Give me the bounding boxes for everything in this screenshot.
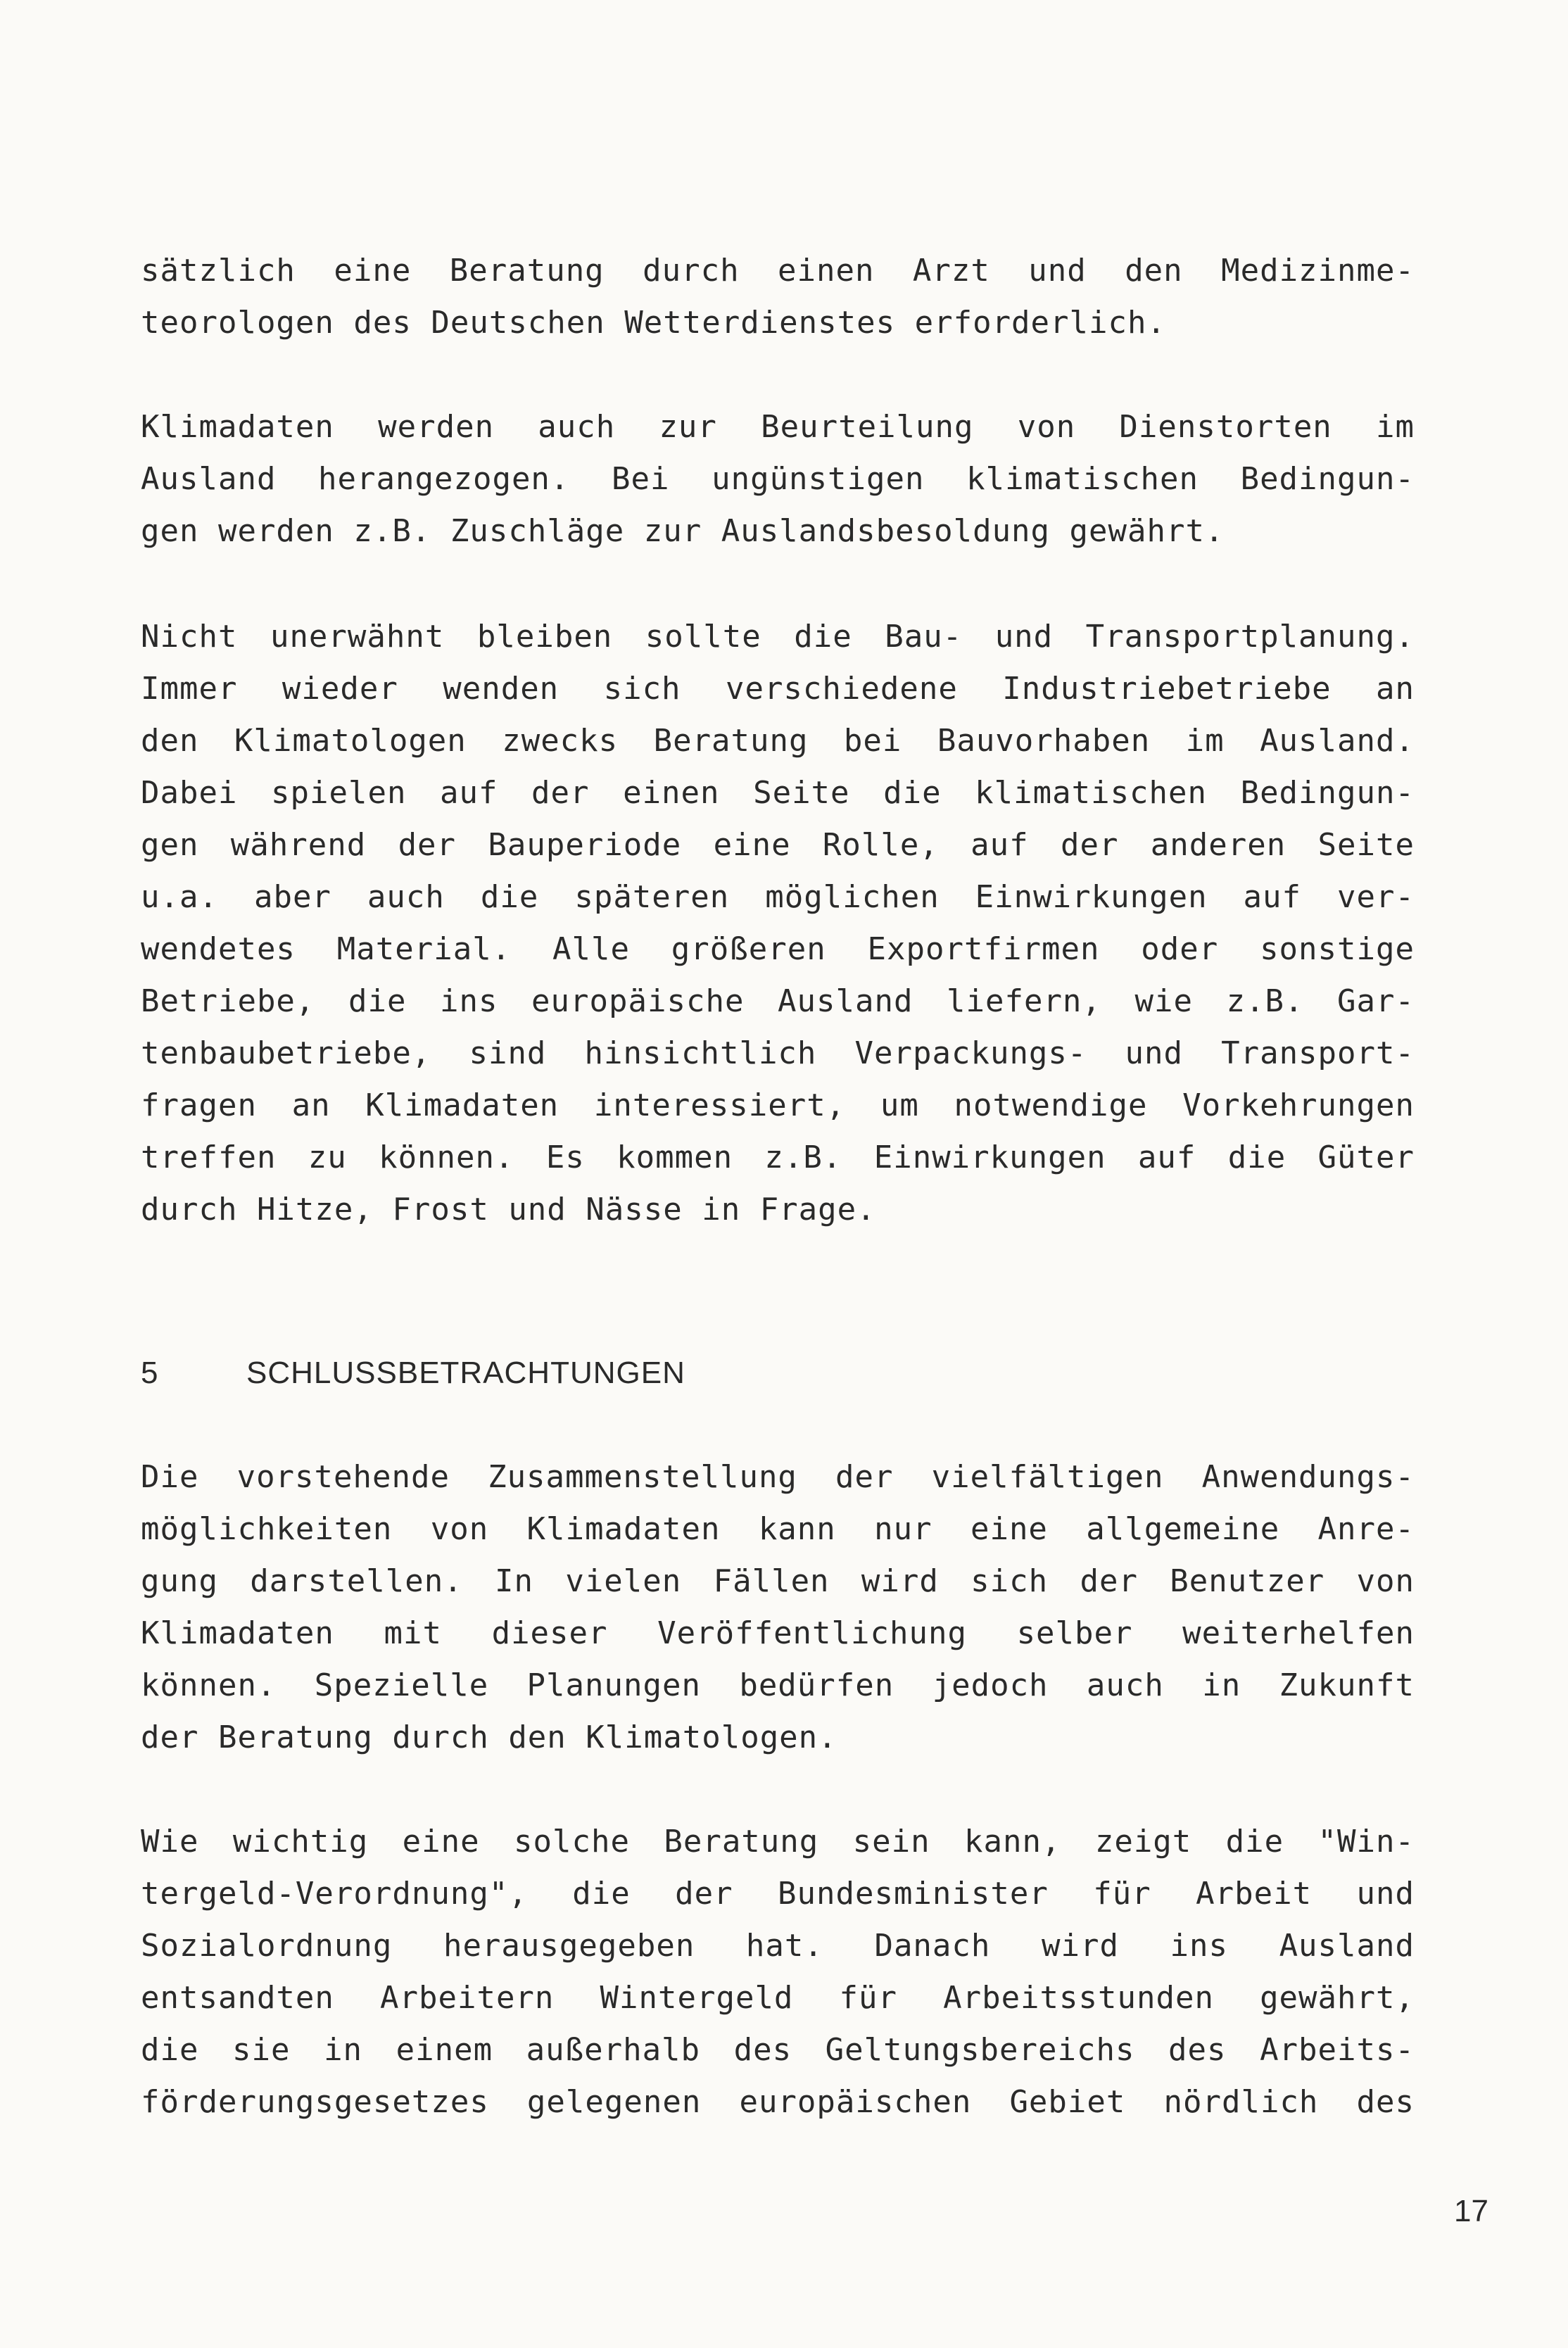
text-line: tergeld-Verordnung", die der Bundesminister für Arbeit und xyxy=(141,1876,1415,1912)
text-line: tenbaubetriebe, sind hinsichtlich Verpackungs- und Transport- xyxy=(141,1035,1415,1071)
text-line: wendetes Material. Alle größeren Exportfirmen oder sonstige xyxy=(141,931,1415,967)
paragraph-1 xyxy=(141,245,1415,349)
text-line: entsandten Arbeitern Wintergeld für Arbeitsstunden gewährt, xyxy=(141,1980,1415,2016)
text-line: fragen an Klimadaten interessiert, um notwendige Vorkehrungen xyxy=(141,1087,1415,1123)
text-line: gen während der Bauperiode eine Rolle, auf der anderen Seite xyxy=(141,827,1415,863)
section-paragraph-1 xyxy=(141,1451,1415,1764)
text-line: möglichkeiten von Klimadaten kann nur eine allgemeine Anre- xyxy=(141,1511,1415,1547)
text-line: der Beratung durch den Klimatologen. xyxy=(141,1719,837,1755)
section-number: 5 xyxy=(141,1356,159,1390)
text-line: Nicht unerwähnt bleiben sollte die Bau- und Transportplanung. xyxy=(141,619,1415,655)
text-line: können. Spezielle Planungen bedürfen jedoch auch in Zukunft xyxy=(141,1667,1415,1703)
text-line: durch Hitze, Frost und Nässe in Frage. xyxy=(141,1192,876,1227)
text-line: Ausland herangezogen. Bei ungünstigen klimatischen Bedingun- xyxy=(141,461,1415,497)
section-title: SCHLUSSBETRACHTUNGEN xyxy=(246,1356,685,1390)
text-line: die sie in einem außerhalb des Geltungsbereichs des Arbeits- xyxy=(141,2032,1415,2068)
text-line: treffen zu können. Es kommen z.B. Einwirkungen auf die Güter xyxy=(141,1140,1415,1175)
text-line: Sozialordnung herausgegeben hat. Danach wird ins Ausland xyxy=(141,1928,1415,1964)
text-line: Die vorstehende Zusammenstellung der vielfältigen Anwendungs- xyxy=(141,1459,1415,1495)
paragraph-2 xyxy=(141,401,1415,557)
text-line: den Klimatologen zwecks Beratung bei Bauvorhaben im Ausland. xyxy=(141,723,1415,759)
text-line: Klimadaten mit dieser Veröffentlichung selber weiterhelfen xyxy=(141,1615,1415,1651)
text-line: sätzlich eine Beratung durch einen Arzt und den Medizinme- xyxy=(141,253,1415,289)
page-number: 17 xyxy=(1454,2194,1488,2228)
paragraph-3 xyxy=(141,611,1415,1236)
text-line: Klimadaten werden auch zur Beurteilung von Dienstorten im xyxy=(141,409,1415,445)
section-paragraph-2 xyxy=(141,1816,1415,2128)
text-line: gung darstellen. In vielen Fällen wird sich der Benutzer von xyxy=(141,1563,1415,1599)
text-line: Betriebe, die ins europäische Ausland liefern, wie z.B. Gar- xyxy=(141,983,1415,1019)
text-line: Wie wichtig eine solche Beratung sein kann, zeigt die "Win- xyxy=(141,1824,1415,1860)
text-line: Dabei spielen auf der einen Seite die klimatischen Bedingun- xyxy=(141,775,1415,811)
text-line: teorologen des Deutschen Wetterdienstes erforderlich. xyxy=(141,305,1166,341)
text-line: förderungsgesetzes gelegenen europäischen Gebiet nördlich des xyxy=(141,2084,1415,2120)
text-line: Immer wieder wenden sich verschiedene Industriebetriebe an xyxy=(141,671,1415,707)
text-line: gen werden z.B. Zuschläge zur Auslandsbesoldung gewährt. xyxy=(141,513,1225,549)
text-line: u.a. aber auch die späteren möglichen Einwirkungen auf ver- xyxy=(141,879,1415,915)
section-heading xyxy=(141,1347,685,1399)
